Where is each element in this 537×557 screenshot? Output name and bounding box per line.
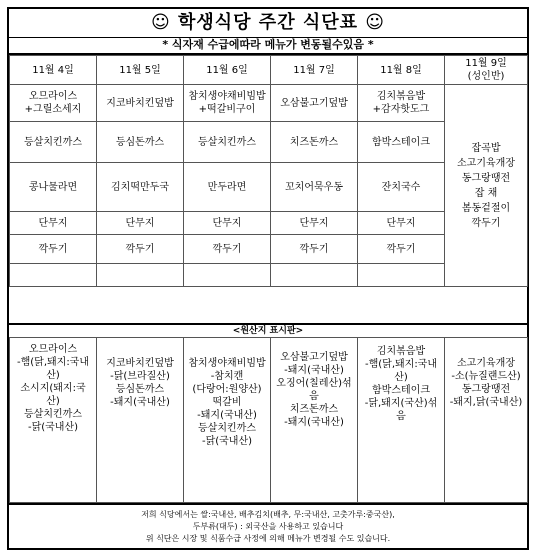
empty-cell [184,264,271,287]
weekly-menu-sheet [7,7,529,550]
origin-cell: 오므라이스 -햄(닭,돼지:국내 산) 소시지(돼지:국 산) 등살치킨까스 -닭(국내산) [10,337,97,503]
menu-cell: 치즈돈까스 [271,122,358,163]
menu-cell: 참치생야채비빔밥 +떡갈비구이 [184,85,271,122]
footer-line: 위 식단은 시장 및 식품수급 사정에 의해 메뉴가 변경될 수도 있습니다. [145,534,391,543]
menu-cell: 깍두기 [271,235,358,264]
saturday-menu-cell: 잡곡밥 소고기육개장 동그랑땡전 잡 채 봄동겉절이 깍두기 [445,85,528,287]
empty-cell [271,264,358,287]
date-header: 11월 8일 [358,56,445,85]
empty-cell [10,264,97,287]
menu-cell: 김치볶음밥 +감자핫도그 [358,85,445,122]
empty-cell [97,264,184,287]
menu-cell: 깍두기 [184,235,271,264]
menu-cell: 단무지 [358,212,445,235]
menu-cell: 깍두기 [358,235,445,264]
menu-table [9,55,528,287]
origin-cell: 참치생야채비빔밥 -참치캔 (다랑어:원양산) 떡갈비 -돼지(국내산) 등살치킨까스 -닭(국내산) [184,337,271,503]
origin-header: <원산지 표시판> [9,323,527,338]
menu-cell: 잔치국수 [358,163,445,212]
main-dish-row [10,85,528,122]
date-header-saturday: 11월 9일 (성인반) [445,56,528,85]
menu-cell: 깍두기 [97,235,184,264]
menu-cell: 콩나물라면 [10,163,97,212]
menu-cell: 함박스테이크 [358,122,445,163]
origin-cell: 오삼불고기덮밥 -돼지(국내산) 오징어(칠레산)섞 음 치즈돈까스 -돼지(국내산) [271,337,358,503]
menu-cell: 깍두기 [10,235,97,264]
footer-note [9,503,527,550]
menu-cell: 등살치킨까스 [10,122,97,163]
date-header: 11월 7일 [271,56,358,85]
menu-cell: 김치떡만두국 [97,163,184,212]
footer-line: 저희 식당에서는 쌀:국내산, 배추김치(배추, 무:국내산, 고춧가루:중국산), [141,510,395,519]
empty-cell [358,264,445,287]
menu-cell: 지코바치킨덮밥 [97,85,184,122]
date-header: 11월 6일 [184,56,271,85]
date-header: 11월 4일 [10,56,97,85]
date-header: 11월 5일 [97,56,184,85]
change-notice: * 식자재 수급에따라 메뉴가 변동될수있음 * [9,37,527,55]
footer-line: 두부류(대두) : 외국산을 사용하고 있습니다 [192,522,344,531]
menu-cell: 만두라면 [184,163,271,212]
origin-cell: 김치볶음밥 -햄(닭,돼지:국내 산) 함박스테이크 -닭,돼지(국산)섞 음 [358,337,445,503]
menu-cell: 단무지 [97,212,184,235]
origin-row [10,337,528,503]
page-title: ☺ 학생식당 주간 식단표 ☺ [9,9,527,38]
origin-cell: 소고기육개장 -소(뉴질랜드산) 동그랑땡전 -돼지,닭(국내산) [445,337,528,503]
menu-cell: 단무지 [271,212,358,235]
menu-cell: 오므라이스 +그릴소세지 [10,85,97,122]
menu-cell: 단무지 [10,212,97,235]
menu-cell: 단무지 [184,212,271,235]
date-header-row [10,56,528,85]
menu-cell: 꼬치어묵우동 [271,163,358,212]
menu-cell: 오삼불고기덮밥 [271,85,358,122]
origin-table [9,337,528,503]
origin-cell: 지코바치킨덮밥 -닭(브라질산) 등심돈까스 -돼지(국내산) [97,337,184,503]
menu-cell: 등살치킨까스 [184,122,271,163]
menu-cell: 등심돈까스 [97,122,184,163]
